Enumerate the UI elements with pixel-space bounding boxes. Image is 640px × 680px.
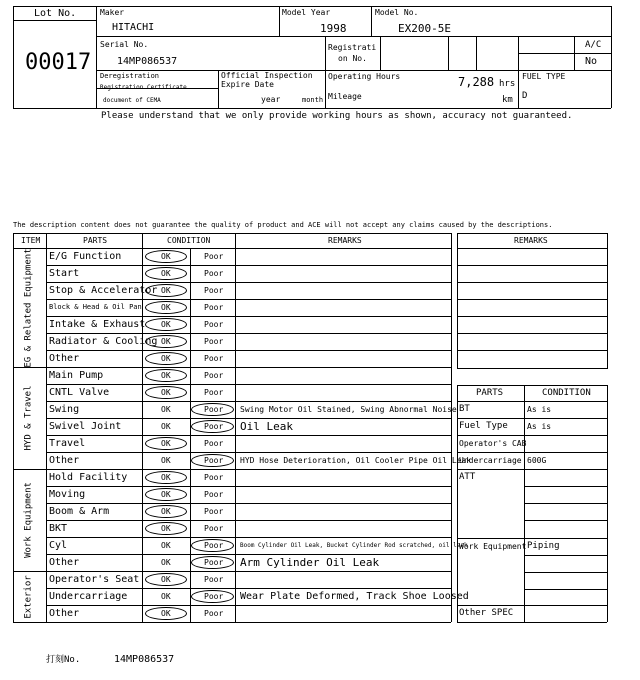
poor-selected-oval xyxy=(191,539,234,552)
part-label: Other xyxy=(49,455,80,466)
condition-header: CONDITION xyxy=(167,236,211,245)
spec-part-undercarriage: Undercarriage xyxy=(459,456,522,465)
row-divider xyxy=(46,418,451,419)
poor-selected-oval xyxy=(191,556,234,569)
part-label: Other xyxy=(49,353,80,364)
poor-selected-oval xyxy=(191,403,234,416)
part-label: Undercarriage xyxy=(49,591,128,602)
row-divider xyxy=(46,588,451,589)
part-label: Moving xyxy=(49,489,86,500)
stamp-label: 打刻No. xyxy=(46,655,81,665)
ok-option: OK xyxy=(161,456,171,465)
part-label: Boom & Arm xyxy=(49,506,110,517)
part-label: Start xyxy=(49,268,80,279)
row-divider xyxy=(46,554,451,555)
ok-selected-oval xyxy=(145,522,187,535)
ok-option: OK xyxy=(161,507,171,516)
mileage-label: Mileage xyxy=(328,92,362,101)
serial-value: 14MP086537 xyxy=(117,56,178,67)
part-label: Travel xyxy=(49,438,86,449)
poor-option: Poor xyxy=(204,252,224,261)
inspection-label-2: Expire Date xyxy=(221,80,274,89)
remark-text: Arm Cylinder Oil Leak xyxy=(240,556,380,569)
group-label: HYD & Travel xyxy=(23,385,34,451)
ok-option: OK xyxy=(161,388,171,397)
row-divider xyxy=(46,299,451,300)
year-label: year xyxy=(261,95,281,104)
row-divider xyxy=(46,486,451,487)
ok-selected-oval xyxy=(145,250,187,263)
row-divider xyxy=(46,401,451,402)
disclaimer: The description content does not guarantee the quality of product and ACE will not accept any claims caused by the descriptions. xyxy=(13,221,553,229)
spec-condition-fuel-type: As is xyxy=(527,422,552,431)
poor-selected-oval xyxy=(191,420,234,433)
ok-option: OK xyxy=(161,286,171,295)
spec-condition-work-equipment: Piping xyxy=(527,541,560,551)
ok-option: OK xyxy=(161,609,171,618)
ok-option: OK xyxy=(161,252,171,261)
poor-option: Poor xyxy=(204,405,224,414)
poor-option: Poor xyxy=(204,490,224,499)
poor-option: Poor xyxy=(204,286,224,295)
ok-selected-oval xyxy=(145,471,187,484)
poor-option: Poor xyxy=(204,269,224,278)
row-divider xyxy=(46,605,451,606)
model-year-value: 1998 xyxy=(320,22,347,35)
ok-selected-oval xyxy=(145,301,187,314)
spec-condition-header: CONDITION xyxy=(542,388,591,398)
poor-option: Poor xyxy=(204,609,224,618)
spec-part-operator-cab: Operator's CAB xyxy=(459,439,527,448)
row-divider xyxy=(46,333,451,334)
operating-hours-value: 7,288 xyxy=(458,75,495,89)
part-label: CNTL Valve xyxy=(49,387,110,398)
spec-condition-bt: As is xyxy=(527,405,552,414)
poor-option: Poor xyxy=(204,558,224,567)
poor-option: Poor xyxy=(204,507,224,516)
group-divider xyxy=(13,367,451,368)
part-label: Other xyxy=(49,608,80,619)
row-divider xyxy=(46,316,451,317)
poor-option: Poor xyxy=(204,371,224,380)
ok-selected-oval xyxy=(145,386,187,399)
ok-selected-oval xyxy=(145,369,187,382)
poor-selected-oval xyxy=(191,454,234,467)
ok-option: OK xyxy=(161,575,171,584)
poor-option: Poor xyxy=(204,320,224,329)
part-label: Hold Facility xyxy=(49,472,128,483)
poor-option: Poor xyxy=(204,541,224,550)
registration-certificate-label: Registration Certificate xyxy=(100,84,187,91)
group-divider xyxy=(13,469,451,470)
model-no-value: EX200-5E xyxy=(398,22,451,35)
parts-header: PARTS xyxy=(83,236,108,245)
poor-option: Poor xyxy=(204,422,224,431)
ok-option: OK xyxy=(161,371,171,380)
ok-option: OK xyxy=(161,303,171,312)
lot-label: Lot No. xyxy=(34,8,77,19)
part-label: Block & Head & Oil Pan xyxy=(49,303,142,311)
spec-part-fuel-type: Fuel Type xyxy=(459,421,508,431)
group-divider xyxy=(13,571,451,572)
stamp-number: 14MP086537 xyxy=(114,654,175,665)
part-label: Stop & Accelerator xyxy=(49,285,158,296)
ok-selected-oval xyxy=(145,505,187,518)
ok-selected-oval xyxy=(145,352,187,365)
spec-part-other-spec: Other SPEC xyxy=(459,608,514,618)
poor-option: Poor xyxy=(204,388,224,397)
cema-label: document of CEMA xyxy=(103,97,161,104)
remarks-header: REMARKS xyxy=(328,236,362,245)
poor-selected-oval xyxy=(191,590,234,603)
remark-text: Oil Leak xyxy=(240,420,293,433)
model-no-label: Model No. xyxy=(375,8,419,17)
ok-option: OK xyxy=(161,422,171,431)
month-label: month xyxy=(302,96,324,104)
group-label: Work Equipment xyxy=(23,482,34,558)
part-label: Cyl xyxy=(49,540,68,551)
ok-selected-oval xyxy=(145,488,187,501)
operating-hours-label: Operating Hours xyxy=(328,72,401,81)
ok-option: OK xyxy=(161,524,171,533)
poor-option: Poor xyxy=(204,303,224,312)
remark-text: Wear Plate Deformed, Track Shoe Loosed xyxy=(240,590,469,602)
ok-option: OK xyxy=(161,439,171,448)
registration-label: Registrati xyxy=(328,43,377,52)
hrs-label: hrs xyxy=(499,79,516,89)
remark-text: Boom Cylinder Oil Leak, Bucket Cylinder Rod scratched, oil leak xyxy=(240,541,468,549)
poor-option: Poor xyxy=(204,524,224,533)
ok-selected-oval xyxy=(145,284,187,297)
ok-option: OK xyxy=(161,473,171,482)
ok-selected-oval xyxy=(145,335,187,348)
spec-part-att: ATT xyxy=(459,472,476,482)
ok-option: OK xyxy=(161,592,171,601)
part-label: Intake & Exhaust xyxy=(49,319,146,330)
group-label: Exterior xyxy=(23,574,34,619)
remark-text: HYD Hose Deterioration, Oil Cooler Pipe Oil Leak xyxy=(240,455,472,465)
poor-option: Poor xyxy=(204,456,224,465)
poor-option: Poor xyxy=(204,575,224,584)
row-divider xyxy=(46,384,451,385)
row-divider xyxy=(46,282,451,283)
hours-note: Please understand that we only provide working hours as shown, accuracy not guaranteed. xyxy=(101,111,573,121)
part-label: Main Pump xyxy=(49,370,104,381)
lot-number: 00017 xyxy=(25,50,92,75)
row-divider xyxy=(46,520,451,521)
ok-selected-oval xyxy=(145,318,187,331)
poor-option: Poor xyxy=(204,473,224,482)
spec-part-bt: BT xyxy=(459,404,470,414)
part-label: BKT xyxy=(49,523,68,534)
row-divider xyxy=(46,350,451,351)
km-label: km xyxy=(502,95,513,105)
ac-label: A/C xyxy=(585,40,602,50)
ok-selected-oval xyxy=(145,267,187,280)
group-label: EG & Related Equipment xyxy=(23,247,34,368)
ok-option: OK xyxy=(161,354,171,363)
ok-option: OK xyxy=(161,320,171,329)
maker-label: Maker xyxy=(100,8,125,17)
fuel-type-value: D xyxy=(522,91,528,101)
registration-label-2: on No. xyxy=(338,54,367,63)
poor-option: Poor xyxy=(204,354,224,363)
ok-option: OK xyxy=(161,490,171,499)
poor-option: Poor xyxy=(204,592,224,601)
ok-option: OK xyxy=(161,558,171,567)
row-divider xyxy=(46,503,451,504)
maker-value: HITACHI xyxy=(112,22,155,33)
ok-selected-oval xyxy=(145,573,187,586)
row-divider xyxy=(46,452,451,453)
part-label: Radiator & Cooling xyxy=(49,336,158,347)
spec-part-work-equipment: Work Equipment xyxy=(459,542,527,551)
part-label: Other xyxy=(49,557,80,568)
serial-label: Serial No. xyxy=(100,40,149,49)
part-label: Swing xyxy=(49,404,80,415)
ok-option: OK xyxy=(161,269,171,278)
deregistration-label: Deregistration xyxy=(100,72,160,80)
spec-parts-header: PARTS xyxy=(476,388,504,398)
item-header: ITEM xyxy=(21,236,41,245)
inspection-label: Official Inspection xyxy=(221,71,313,80)
remark-text: Swing Motor Oil Stained, Swing Abnormal Noise xyxy=(240,404,457,414)
row-divider xyxy=(46,435,451,436)
ok-option: OK xyxy=(161,337,171,346)
row-divider xyxy=(46,537,451,538)
ok-option: OK xyxy=(161,405,171,414)
row-divider xyxy=(46,265,451,266)
part-label: E/G Function xyxy=(49,251,122,262)
model-year-label: Model Year xyxy=(282,8,331,17)
poor-option: Poor xyxy=(204,439,224,448)
fuel-type-label: FUEL TYPE xyxy=(522,72,566,81)
ok-option: OK xyxy=(161,541,171,550)
ok-selected-oval xyxy=(145,437,187,450)
ok-selected-oval xyxy=(145,607,187,620)
part-label: Swivel Joint xyxy=(49,421,122,432)
spec-condition-undercarriage: 600G xyxy=(527,456,547,465)
ac-value: No xyxy=(585,56,598,67)
poor-option: Poor xyxy=(204,337,224,346)
part-label: Operator's Seat xyxy=(49,574,140,585)
remarks-right-header: REMARKS xyxy=(514,236,548,245)
